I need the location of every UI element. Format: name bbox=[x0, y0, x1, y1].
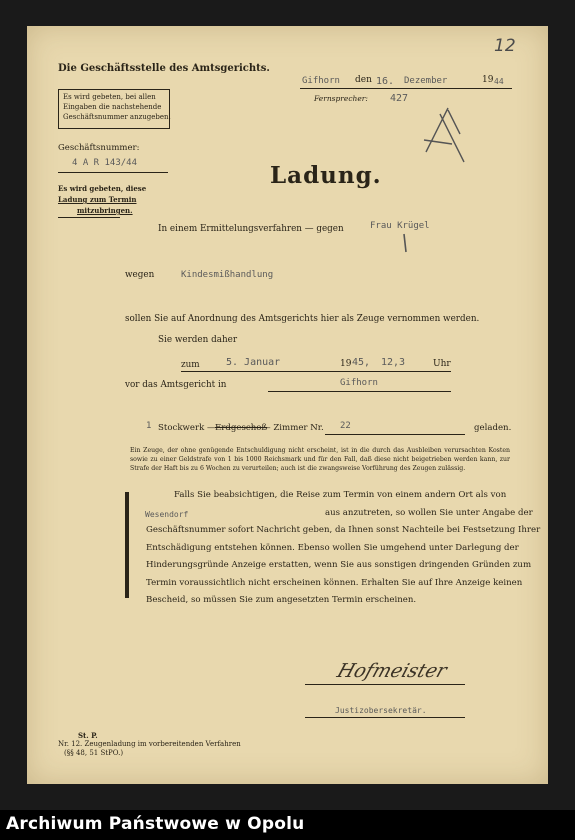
term-date: 5. Januar bbox=[226, 357, 281, 368]
signer-title: Justizobersekretär. bbox=[335, 706, 427, 715]
signer-underline bbox=[305, 717, 465, 718]
travel-line-5: Hinderungsgründe Anzeige erstatten, wenn Sie aus sonstigen dringenden Gründen zum bbox=[146, 560, 532, 570]
pencil-mark bbox=[400, 232, 410, 254]
travel-line-6: Termin voraussichtlich nicht erscheinen können. Erhalten Sie auf Ihre Anzeige keinen bbox=[146, 578, 523, 588]
travel-place: Wesendorf bbox=[145, 510, 189, 519]
travel-line-7: Bescheid, so müssen Sie zum angesetzten Termin erscheinen. bbox=[146, 595, 417, 605]
floor-number: 1 bbox=[146, 421, 152, 431]
term-year-prefix: 19 bbox=[340, 359, 352, 369]
proceedings-label: In einem Ermittelungsverfahren — gegen bbox=[158, 224, 344, 234]
date-month: Dezember bbox=[404, 76, 448, 86]
floor-text: Stockwerk — bbox=[158, 423, 216, 433]
document-title: Ladung. bbox=[270, 162, 382, 189]
travel-line-3: Geschäftsnummer sofort Nachricht geben, da Ihnen sonst Nachteile bei Festsetzung Ihrer bbox=[146, 525, 541, 535]
case-number-value: 4 A R 143/44 bbox=[72, 158, 138, 168]
offense-value: Kindesmißhandlung bbox=[181, 270, 274, 280]
because-label: wegen bbox=[125, 270, 155, 280]
year-prefix: 19 bbox=[482, 75, 494, 85]
place-value: Gifhorn bbox=[302, 76, 340, 86]
travel-line-1: Falls Sie beabsichtigen, die Reise zum Termin von einem andern Ort als von bbox=[174, 490, 507, 500]
page-number-pencil: 12 bbox=[494, 36, 516, 56]
defendant-name: Frau Krügel bbox=[370, 221, 430, 231]
room-underline bbox=[325, 434, 465, 435]
archive-name: Archiwum Państwowe w Opolu bbox=[6, 814, 305, 834]
pencil-cross-mark bbox=[418, 104, 472, 168]
notice-box-reference: Es wird gebeten, bei allen Eingaben die nachstehende Geschäftsnummer anzugeben. bbox=[58, 89, 170, 129]
year-suffix: 44 bbox=[494, 77, 504, 86]
court-place: Gifhorn bbox=[340, 378, 378, 388]
room-suffix: geladen. bbox=[474, 423, 512, 433]
office-heading: Die Geschäftsstelle des Amtsgerichts. bbox=[58, 63, 270, 74]
travel-line-4: Entschädigung entstehen können. Ebenso wollen Sie umgehend unter Darlegung der bbox=[146, 543, 519, 553]
phone-label: Fernsprecher: bbox=[314, 94, 368, 103]
form-description: Nr. 12. Zeugenladung im vorbereitenden Verfahren bbox=[58, 740, 241, 748]
term-underline bbox=[181, 371, 451, 372]
warning-text: Ein Zeuge, der ohne genügende Entschuldigung nicht erscheint, ist in die durch das Ausbleiben verursachten Kosten sowie zu einer Geldstrafe von 1 bis 1000 Reichsmark und für den Fall, daß diese nicht beigetrieben werden kann, zur Strafe der Haft bis zu 6 Wochen zu verurteilen; auch ist die zwangsweise Vorführung des Zeugen zulässig. bbox=[130, 447, 510, 472]
case-number-label: Geschäftsnummer: bbox=[58, 143, 140, 153]
signature: Hofmeister bbox=[334, 660, 450, 682]
term-uhr: Uhr bbox=[433, 359, 451, 369]
court-underline bbox=[268, 391, 451, 392]
court-prefix: vor das Amtsgericht in bbox=[125, 380, 227, 390]
ground-floor-struck: Erdgeschoß bbox=[215, 423, 268, 433]
date-underline bbox=[300, 88, 512, 89]
den-label: den bbox=[355, 75, 372, 85]
summons-line: sollen Sie auf Anordnung des Amtsgerichts hier als Zeuge vernommen werden. bbox=[125, 314, 480, 324]
phone-number: 427 bbox=[390, 93, 409, 104]
travel-line-2: aus anzutreten, so wollen Sie unter Angabe der bbox=[325, 508, 533, 518]
form-paragraphs: (§§ 48, 51 StPO.) bbox=[64, 749, 124, 757]
signature-underline bbox=[305, 684, 465, 685]
term-year-suffix: 45, bbox=[352, 357, 371, 368]
term-time: 12,3 bbox=[381, 357, 406, 368]
room-number: 22 bbox=[340, 421, 351, 431]
room-label: — Zimmer Nr. bbox=[262, 423, 324, 433]
form-code: St. P. bbox=[78, 731, 98, 740]
case-number-underline bbox=[58, 172, 168, 173]
therefore-line: Sie werden daher bbox=[158, 335, 238, 345]
term-prefix: zum bbox=[181, 360, 200, 370]
margin-bar bbox=[125, 492, 129, 598]
date-day: 16. bbox=[376, 76, 395, 87]
